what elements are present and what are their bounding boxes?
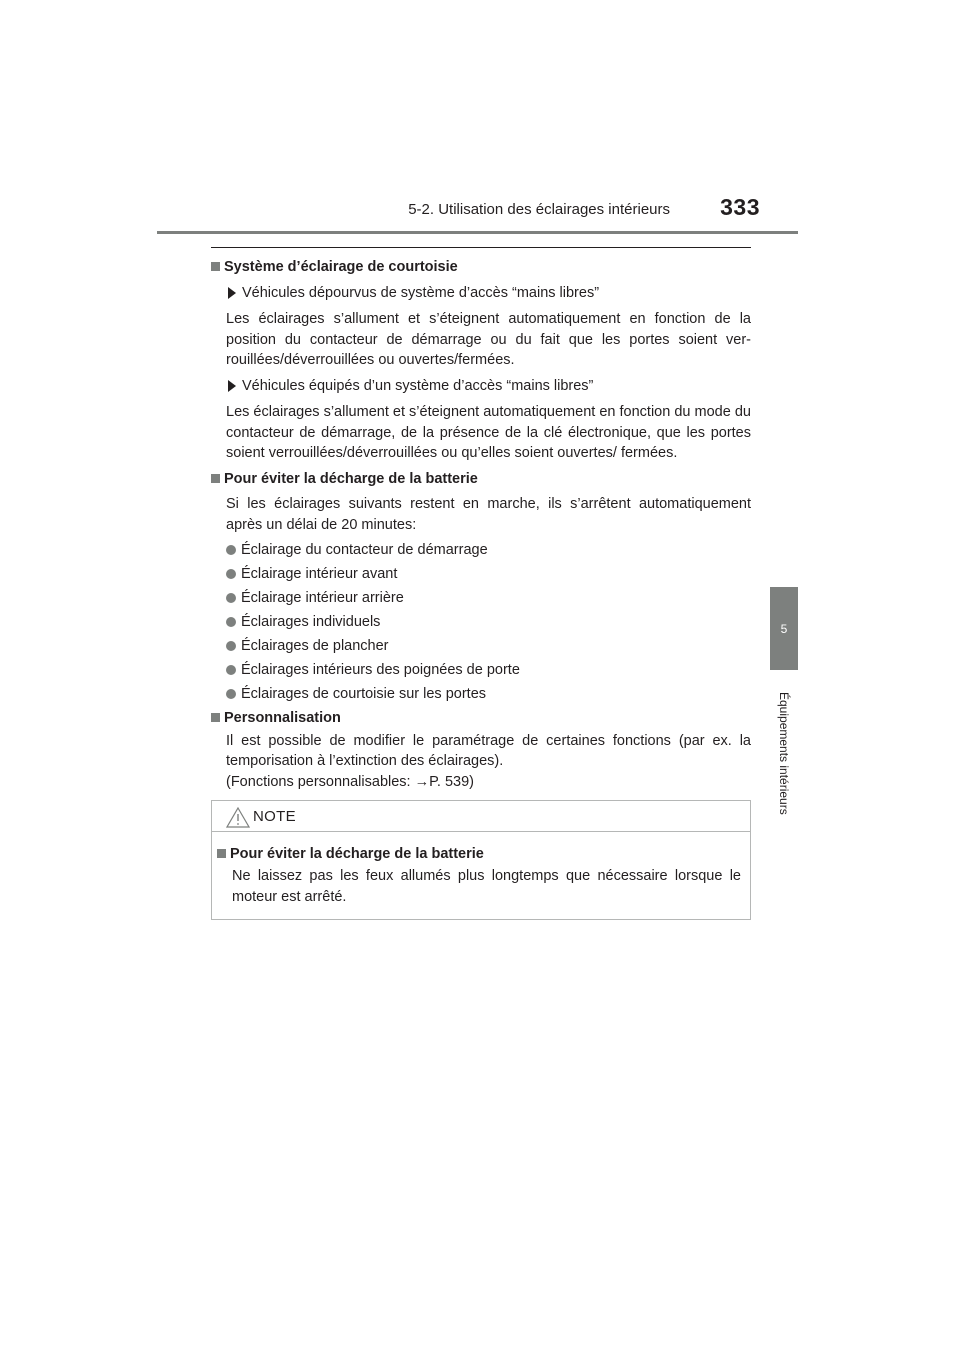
note-box [211, 800, 751, 920]
section-body [211, 494, 751, 705]
section-heading-text: Pour éviter la décharge de la batterie [224, 470, 478, 487]
section-body [211, 283, 751, 464]
list-item [226, 636, 751, 657]
bullet-dot-icon [226, 665, 236, 675]
list-item [226, 612, 751, 633]
note-body [212, 832, 750, 908]
bullet-dot-icon [226, 617, 236, 627]
list-item-text: Éclairage intérieur arrière [241, 590, 404, 606]
paragraph: Les éclairages s’allument et s’éteignent automatiquement en fonction du mode du contacteur de démarrage, de la présence de la clé électronique, que les portes soient verrouillées/déverrouillées ou qu’elles soient ouvertes/ fermées. [226, 404, 751, 461]
note-header [212, 801, 750, 832]
triangle-arrow-icon [228, 287, 236, 299]
note-heading-text: Pour éviter la décharge de la batterie [230, 846, 484, 862]
square-bullet-icon [217, 849, 226, 858]
list-item-text: Éclairages individuels [241, 614, 381, 630]
list-item [226, 684, 751, 705]
triangle-arrow-icon [228, 380, 236, 392]
section-heading [211, 469, 751, 490]
header-rule [157, 231, 798, 234]
chapter-tab [770, 587, 798, 670]
note-heading [217, 844, 741, 865]
section-heading-text: Personnalisation [224, 710, 341, 726]
list-item-text: Éclairage du contacteur de démarrage [241, 542, 488, 558]
square-bullet-icon [211, 474, 220, 483]
page-number: 333 [720, 194, 760, 220]
bullet-dot-icon [226, 641, 236, 651]
bullet-dot-icon [226, 569, 236, 579]
list-item [226, 564, 751, 585]
bullet-dot-icon [226, 593, 236, 603]
square-bullet-icon [211, 262, 220, 271]
paragraph: Les éclairages s’allument et s’éteignent automatiquement en fonction de la position du contacteur de démarrage ou du fait que les portes soient ver-rouillées/déverrouillées ou ouvertes/fermées. [226, 311, 751, 368]
list-item [226, 660, 751, 681]
paragraph: Si les éclairages suivants restent en marche, ils s’arrêtent automatiquement après un délai de 20 minutes: [226, 496, 751, 533]
note-text: Ne laissez pas les feux allumés plus longtemps que nécessaire lorsque le moteur est arrêté. [232, 868, 741, 905]
chapter-number: 5 [780, 621, 788, 636]
list-item [226, 588, 751, 609]
list-item-text: Éclairages intérieurs des poignées de porte [241, 662, 520, 678]
chapter-label: Équipements intérieurs [777, 692, 791, 815]
section-heading [211, 257, 751, 278]
condition-text: Véhicules équipés d’un système d’accès “mains libres” [242, 377, 594, 394]
paragraph: Il est possible de modifier le paramétrage de certaines fonctions (par ex. la temporisation à l’extinction des éclairages). [226, 732, 751, 769]
bullet-dot-icon [226, 545, 236, 555]
condition-line [226, 283, 751, 304]
main-content [211, 247, 751, 797]
section-body [211, 731, 751, 793]
section-heading [211, 708, 751, 729]
condition-text: Véhicules dépourvus de système d’accès “mains libres” [242, 284, 600, 301]
section-heading-text: Système d’éclairage de courtoisie [224, 259, 458, 275]
header-section-title: 5-2. Utilisation des éclairages intérieurs [408, 201, 670, 218]
list-item [226, 540, 751, 561]
list-item-text: Éclairage intérieur avant [241, 566, 398, 582]
cross-reference[interactable]: (Fonctions personnalisables: →P. 539) [226, 773, 474, 790]
list-item-text: Éclairages de plancher [241, 638, 389, 654]
condition-line [226, 376, 751, 397]
warning-triangle-icon [226, 807, 250, 828]
bullet-dot-icon [226, 689, 236, 699]
square-bullet-icon [211, 713, 220, 722]
list-item-text: Éclairages de courtoisie sur les portes [241, 686, 487, 702]
note-title: NOTE [253, 808, 296, 825]
